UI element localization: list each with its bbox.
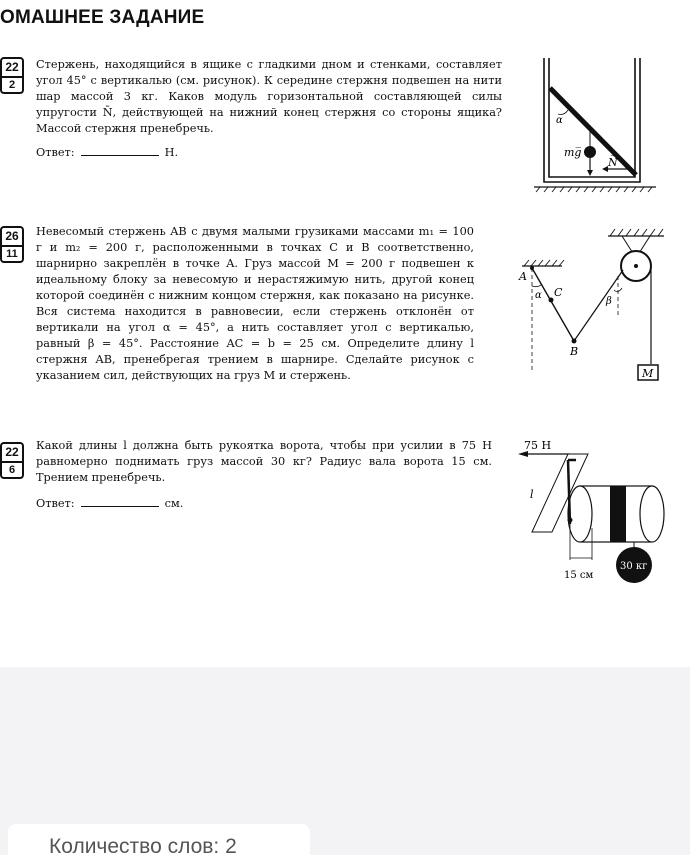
rod-pulley-figure — [510, 224, 670, 389]
winch-figure — [510, 432, 670, 592]
badge-bottom: 11 — [0, 247, 24, 263]
problem-number-badge — [0, 442, 22, 479]
badge-bottom: 2 — [0, 78, 24, 94]
alpha-label: α — [535, 290, 542, 301]
point-b-label: B — [570, 345, 579, 358]
problem-number-badge — [0, 57, 22, 94]
answer-line — [36, 145, 178, 159]
answer-unit: см. — [164, 497, 184, 510]
problem-text: Невесомый стержень AB с двумя малыми грузиками массами m₁ = 100 г и m₂ = 200 г, расположенными в точках C и B соответственно, шарнирно закреплён в точке A. Груз массой M = 200 г подвешен к идеальному блоку за невесомую и нерастяжимую нить, другой конец которой соединён с нижним концом стержня, как показано на рисунке. Вся система находится в равновесии, если стержень отклонён от вертикали на угол α = 45°, а нить составляет угол с вертикалью, равный β = 45°. Расстояние AC = b = 25 см. Определите длину l стержня AB, пренебрегая трением в шарнире. Сделайте рисунок с указанием сил, действующих на груз M и стержень. — [36, 225, 474, 382]
answer-label: Ответ: — [36, 497, 75, 510]
answer-blank[interactable] — [81, 496, 159, 507]
problem-text: Стержень, находящийся в ящике с гладкими дном и стенками, составляет угол 45° с вертикалью (см. рисунок). К середине стержня подвешен на нити шар массой 3 кг. Каков модуль горизонтальной составляющей силы упругости N̄, действующей на нижний конец стержня со стороны ящика? Массой стержня пренебречь. — [36, 58, 502, 135]
beta-label: β — [606, 296, 612, 307]
mass-label: 30 кг — [620, 561, 648, 572]
point-c-label: C — [554, 286, 563, 299]
answer-line — [36, 496, 183, 510]
n-label: N̅ — [608, 156, 618, 169]
force-label: 75 Н — [524, 439, 552, 452]
radius-label: 15 см — [564, 570, 594, 581]
badge-top: 22 — [0, 442, 24, 463]
page-title: ОМАШНЕЕ ЗАДАНИЕ — [0, 7, 205, 28]
mass-m-label: M — [642, 367, 654, 380]
point-a-label: A — [519, 270, 527, 283]
badge-top: 26 — [0, 226, 24, 247]
badge-top: 22 — [0, 57, 24, 78]
answer-label: Ответ: — [36, 146, 75, 159]
alpha-label: α — [556, 115, 563, 126]
word-count: Количество слов: 2 — [8, 824, 310, 868]
problem-text: Какой длины l должна быть рукоятка ворота, чтобы при усилии в 75 Н равномерно поднимать груз массой 30 кг? Радиус вала ворота 15 см. Трением пренебречь. — [36, 439, 492, 484]
box-rod-figure — [530, 56, 660, 196]
mg-label: mg̅ — [564, 146, 582, 159]
length-label: l — [530, 488, 534, 501]
answer-blank[interactable] — [81, 145, 159, 156]
problem-number-badge — [0, 226, 22, 263]
badge-bottom: 6 — [0, 463, 24, 479]
answer-unit: Н. — [164, 146, 179, 159]
